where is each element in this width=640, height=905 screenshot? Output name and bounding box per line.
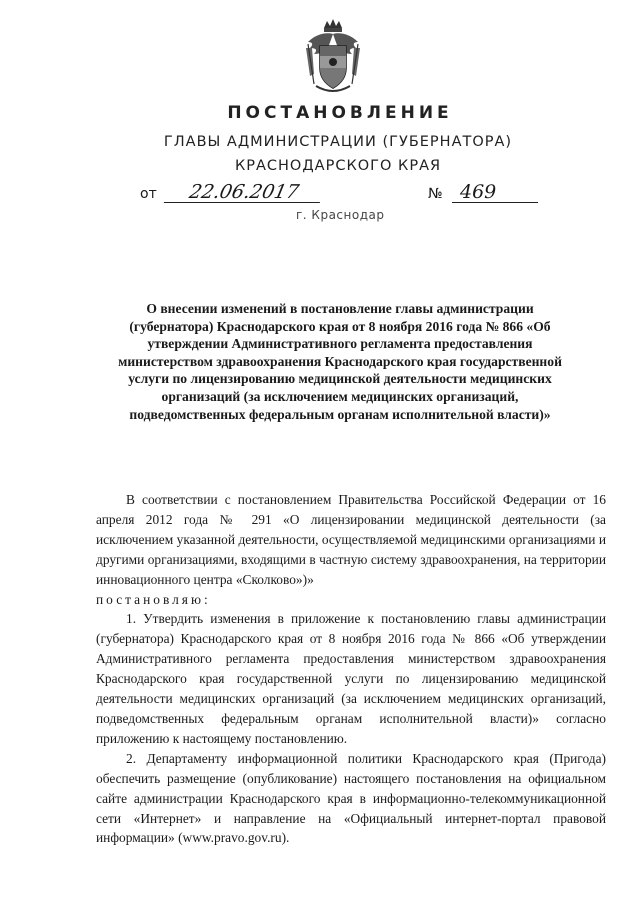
- resolution-keyword: постановляю:: [96, 591, 211, 607]
- document-title: О внесении изменений в постановление главы администрации (губернатора) Краснодарского края от 8 ноября 2016 года № 866 «Об утверждении Административного регламента предоставления министерством здравоохранения Краснодарского края государственной услуги по лицензированию медицинской деятельности медицинских организаций (за исключением медицинских организаций, подведомственных федеральным органам исполнительной власти)»: [118, 301, 562, 422]
- date-number-line: [140, 182, 540, 206]
- date-prefix-label: от: [140, 186, 157, 202]
- region-heading: КРАСНОДАРСКОГО КРАЯ: [234, 158, 442, 174]
- issuer-heading: ГЛАВЫ АДМИНИСТРАЦИИ (ГУБЕРНАТОРА): [163, 134, 513, 150]
- handwritten-number: 469: [452, 182, 538, 203]
- handwritten-date: 22.06.2017: [164, 182, 324, 203]
- item-2-paragraph: 2. Департаменту информационной политики Краснодарского края (Пригода) обеспечить размещение (опубликование) настоящего постановления на официальном сайте администрации Краснодарского края в информационно-телекоммуникационной сети «Интернет» и направление на «Официальный интернет-портал правовой информации» (www.pravo.gov.ru).: [96, 750, 606, 846]
- number-sign-label: №: [428, 186, 443, 202]
- city-label: г. Краснодар: [296, 208, 385, 222]
- item-1-paragraph: 1. Утвердить изменения в приложение к постановлению главы администрации (губернатора) Краснодарского края от 8 ноября 2016 года № 866 «Об утверждении Административного регламента предоставления министерством здравоохранения Краснодарского края государственной услуги по лицензированию медицинской деятельности медицинских организаций (за исключением медицинских организаций, подведомственных федеральным органам исполнительной власти)» согласно приложению к настоящему постановлению.: [96, 611, 606, 746]
- document-type-heading: ПОСТАНОВЛЕНИЕ: [227, 103, 453, 123]
- preamble-paragraph: В соответствии с постановлением Правительства Российской Федерации от 16 апреля 2012 года № 291 «О лицензировании медицинской деятельности (за исключением указанной деятельности, осуществляемой медицинскими организациями и другими организациями, входящими в частную систему здравоохранения, на территории инновационного центра «Сколково»)»: [96, 492, 606, 587]
- document-body: [96, 490, 606, 848]
- coat-of-arms-emblem: [298, 18, 368, 96]
